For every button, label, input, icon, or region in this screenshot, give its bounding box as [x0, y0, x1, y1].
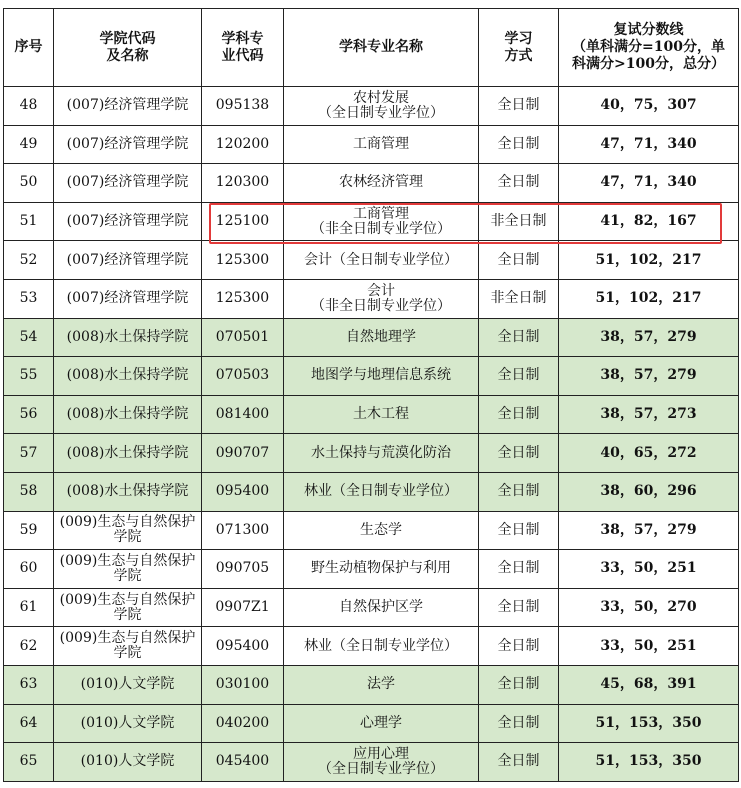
cell-major-line: （非全日制专业学位） — [311, 297, 451, 314]
cell-major — [284, 472, 479, 511]
cell-score: 38，57，279 — [559, 357, 739, 396]
cell-major-line: 法学 — [367, 676, 395, 693]
cell-code: 125100 — [202, 202, 284, 241]
cell-code: 095400 — [202, 472, 284, 511]
cell-mode: 全日制 — [479, 241, 559, 280]
cell-college: (010)人文学院 — [54, 704, 202, 743]
cell-college: (010)人文学院 — [54, 743, 202, 782]
cell-college: (008)水土保持学院 — [54, 472, 202, 511]
cell-code: 120200 — [202, 125, 284, 164]
cell-major-line: 农村发展 — [353, 89, 409, 106]
cell-major-line: 自然保护区学 — [339, 599, 423, 616]
header-college-line1: 学院代码 — [99, 30, 156, 47]
table-row — [4, 627, 739, 666]
cell-major-line: 林业（全日制专业学位） — [304, 637, 458, 654]
cell-score: 38，57，279 — [559, 318, 739, 357]
cell-seq: 48 — [4, 87, 54, 126]
cell-score: 33，50，270 — [559, 588, 739, 627]
cell-score: 38，60，296 — [559, 472, 739, 511]
header-seq: 序号 — [4, 9, 54, 87]
cell-mode: 全日制 — [479, 627, 559, 666]
cell-seq: 58 — [4, 472, 54, 511]
cell-major — [284, 279, 479, 318]
cell-mode: 非全日制 — [479, 279, 559, 318]
cell-major — [284, 665, 479, 704]
cell-college: (009)生态与自然保护学院 — [54, 511, 202, 550]
cell-major-line: 地图学与地理信息系统 — [311, 367, 451, 384]
table-row — [4, 550, 739, 589]
cell-major-line: 工商管理 — [353, 205, 409, 222]
cell-mode: 全日制 — [479, 704, 559, 743]
cell-mode: 全日制 — [479, 665, 559, 704]
cell-major — [284, 588, 479, 627]
cell-major-line: 土木工程 — [353, 406, 409, 423]
cell-mode: 全日制 — [479, 472, 559, 511]
cell-mode: 全日制 — [479, 318, 559, 357]
header-score-line3: 科满分>100分，总分） — [572, 56, 725, 72]
table-row — [4, 743, 739, 782]
cell-code: 120300 — [202, 164, 284, 203]
table-row — [4, 125, 739, 164]
cell-major — [284, 743, 479, 782]
cell-code: 040200 — [202, 704, 284, 743]
cell-major-line: 生态学 — [360, 521, 402, 538]
cell-score: 51，153，350 — [559, 704, 739, 743]
cell-seq: 63 — [4, 665, 54, 704]
cell-score: 45，68，391 — [559, 665, 739, 704]
cell-seq: 52 — [4, 241, 54, 280]
table-row — [4, 87, 739, 126]
cell-major — [284, 318, 479, 357]
cell-college: (009)生态与自然保护学院 — [54, 588, 202, 627]
cell-mode: 全日制 — [479, 125, 559, 164]
cell-college: (008)水土保持学院 — [54, 357, 202, 396]
table-header-row — [4, 9, 739, 87]
cell-college: (008)水土保持学院 — [54, 434, 202, 473]
cell-seq: 65 — [4, 743, 54, 782]
cell-college: (007)经济管理学院 — [54, 87, 202, 126]
cell-score: 33，50，251 — [559, 550, 739, 589]
cell-code: 090707 — [202, 434, 284, 473]
cell-college: (007)经济管理学院 — [54, 241, 202, 280]
cell-major-line: 野生动植物保护与利用 — [311, 560, 451, 577]
cell-mode: 全日制 — [479, 588, 559, 627]
cell-college: (008)水土保持学院 — [54, 395, 202, 434]
cell-mode: 全日制 — [479, 511, 559, 550]
cell-score: 33，50，251 — [559, 627, 739, 666]
cell-seq: 50 — [4, 164, 54, 203]
cell-college: (007)经济管理学院 — [54, 279, 202, 318]
table-row — [4, 511, 739, 550]
header-code — [202, 9, 284, 87]
header-code-line2: 业代码 — [221, 47, 264, 64]
score-table — [3, 8, 739, 782]
cell-major-line: 工商管理 — [353, 135, 409, 152]
cell-major — [284, 395, 479, 434]
cell-mode: 全日制 — [479, 743, 559, 782]
table-row — [4, 665, 739, 704]
cell-major — [284, 241, 479, 280]
table-body — [4, 87, 739, 782]
table-row — [4, 318, 739, 357]
cell-seq: 56 — [4, 395, 54, 434]
cell-major — [284, 164, 479, 203]
cell-major — [284, 125, 479, 164]
header-mode — [479, 9, 559, 87]
cell-major-line: 农林经济管理 — [339, 174, 423, 191]
cell-seq: 60 — [4, 550, 54, 589]
header-mode-line2: 方式 — [504, 47, 533, 64]
table-row — [4, 395, 739, 434]
cell-mode: 全日制 — [479, 395, 559, 434]
cell-score: 51，102，217 — [559, 241, 739, 280]
cell-code: 071300 — [202, 511, 284, 550]
cell-major — [284, 550, 479, 589]
header-college-line2: 及名称 — [106, 47, 149, 64]
cell-mode: 非全日制 — [479, 202, 559, 241]
table-row — [4, 279, 739, 318]
cell-major — [284, 704, 479, 743]
cell-major — [284, 511, 479, 550]
header-code-line1: 学科专 — [221, 30, 264, 47]
cell-score: 40，75，307 — [559, 87, 739, 126]
cell-major — [284, 357, 479, 396]
cell-major-line: 应用心理 — [353, 745, 409, 762]
cell-code: 0907Z1 — [202, 588, 284, 627]
table-row — [4, 241, 739, 280]
cell-major-line: 水土保持与荒漠化防治 — [311, 444, 451, 461]
cell-code: 045400 — [202, 743, 284, 782]
cell-major-line: 会计 — [367, 282, 395, 299]
cell-seq: 62 — [4, 627, 54, 666]
cell-score: 47，71，340 — [559, 125, 739, 164]
cell-college: (008)水土保持学院 — [54, 318, 202, 357]
cell-college: (007)经济管理学院 — [54, 202, 202, 241]
cell-score: 41，82，167 — [559, 202, 739, 241]
cell-major — [284, 434, 479, 473]
header-college — [54, 9, 202, 87]
cell-seq: 61 — [4, 588, 54, 627]
cell-code: 070501 — [202, 318, 284, 357]
table-row — [4, 164, 739, 203]
cell-score: 38，57，279 — [559, 511, 739, 550]
cell-code: 070503 — [202, 357, 284, 396]
table-row — [4, 704, 739, 743]
cell-seq: 64 — [4, 704, 54, 743]
cell-major — [284, 627, 479, 666]
cell-college: (007)经济管理学院 — [54, 164, 202, 203]
header-mode-line1: 学习 — [504, 30, 533, 47]
cell-major — [284, 202, 479, 241]
cell-mode: 全日制 — [479, 87, 559, 126]
cell-seq: 55 — [4, 357, 54, 396]
cell-score: 47，71，340 — [559, 164, 739, 203]
cell-seq: 54 — [4, 318, 54, 357]
table-row — [4, 434, 739, 473]
cell-code: 030100 — [202, 665, 284, 704]
cell-college: (010)人文学院 — [54, 665, 202, 704]
table-row — [4, 472, 739, 511]
cell-major-line: 林业（全日制专业学位） — [304, 483, 458, 500]
cell-college: (009)生态与自然保护学院 — [54, 550, 202, 589]
cell-mode: 全日制 — [479, 164, 559, 203]
cell-major-line: 心理学 — [360, 714, 402, 731]
cell-code: 125300 — [202, 241, 284, 280]
cell-seq: 53 — [4, 279, 54, 318]
cell-seq: 49 — [4, 125, 54, 164]
cell-code: 090705 — [202, 550, 284, 589]
cell-seq: 57 — [4, 434, 54, 473]
cell-major — [284, 87, 479, 126]
cell-score: 38，57，273 — [559, 395, 739, 434]
cell-score: 51，153，350 — [559, 743, 739, 782]
cell-major-line: （全日制专业学位） — [318, 104, 444, 121]
cell-major-line: 会计（全日制专业学位） — [304, 251, 458, 268]
cell-college: (009)生态与自然保护学院 — [54, 627, 202, 666]
cell-seq: 51 — [4, 202, 54, 241]
cell-seq: 59 — [4, 511, 54, 550]
table-row — [4, 202, 739, 241]
table-row — [4, 588, 739, 627]
cell-score: 51，102，217 — [559, 279, 739, 318]
cell-code: 081400 — [202, 395, 284, 434]
cell-mode: 全日制 — [479, 550, 559, 589]
cell-major-line: （全日制专业学位） — [318, 760, 444, 777]
header-score — [559, 9, 739, 87]
cell-major-line: 自然地理学 — [346, 328, 416, 345]
cell-code: 095138 — [202, 87, 284, 126]
cell-code: 125300 — [202, 279, 284, 318]
header-major: 学科专业名称 — [284, 9, 479, 87]
header-score-line1: 复试分数线 — [613, 22, 684, 38]
cell-college: (007)经济管理学院 — [54, 125, 202, 164]
cell-mode: 全日制 — [479, 434, 559, 473]
cell-score: 40，65，272 — [559, 434, 739, 473]
cell-mode: 全日制 — [479, 357, 559, 396]
table-row — [4, 357, 739, 396]
header-score-line2: （单科满分=100分，单 — [572, 39, 725, 55]
cell-code: 095400 — [202, 627, 284, 666]
cell-major-line: （非全日制专业学位） — [311, 220, 451, 237]
